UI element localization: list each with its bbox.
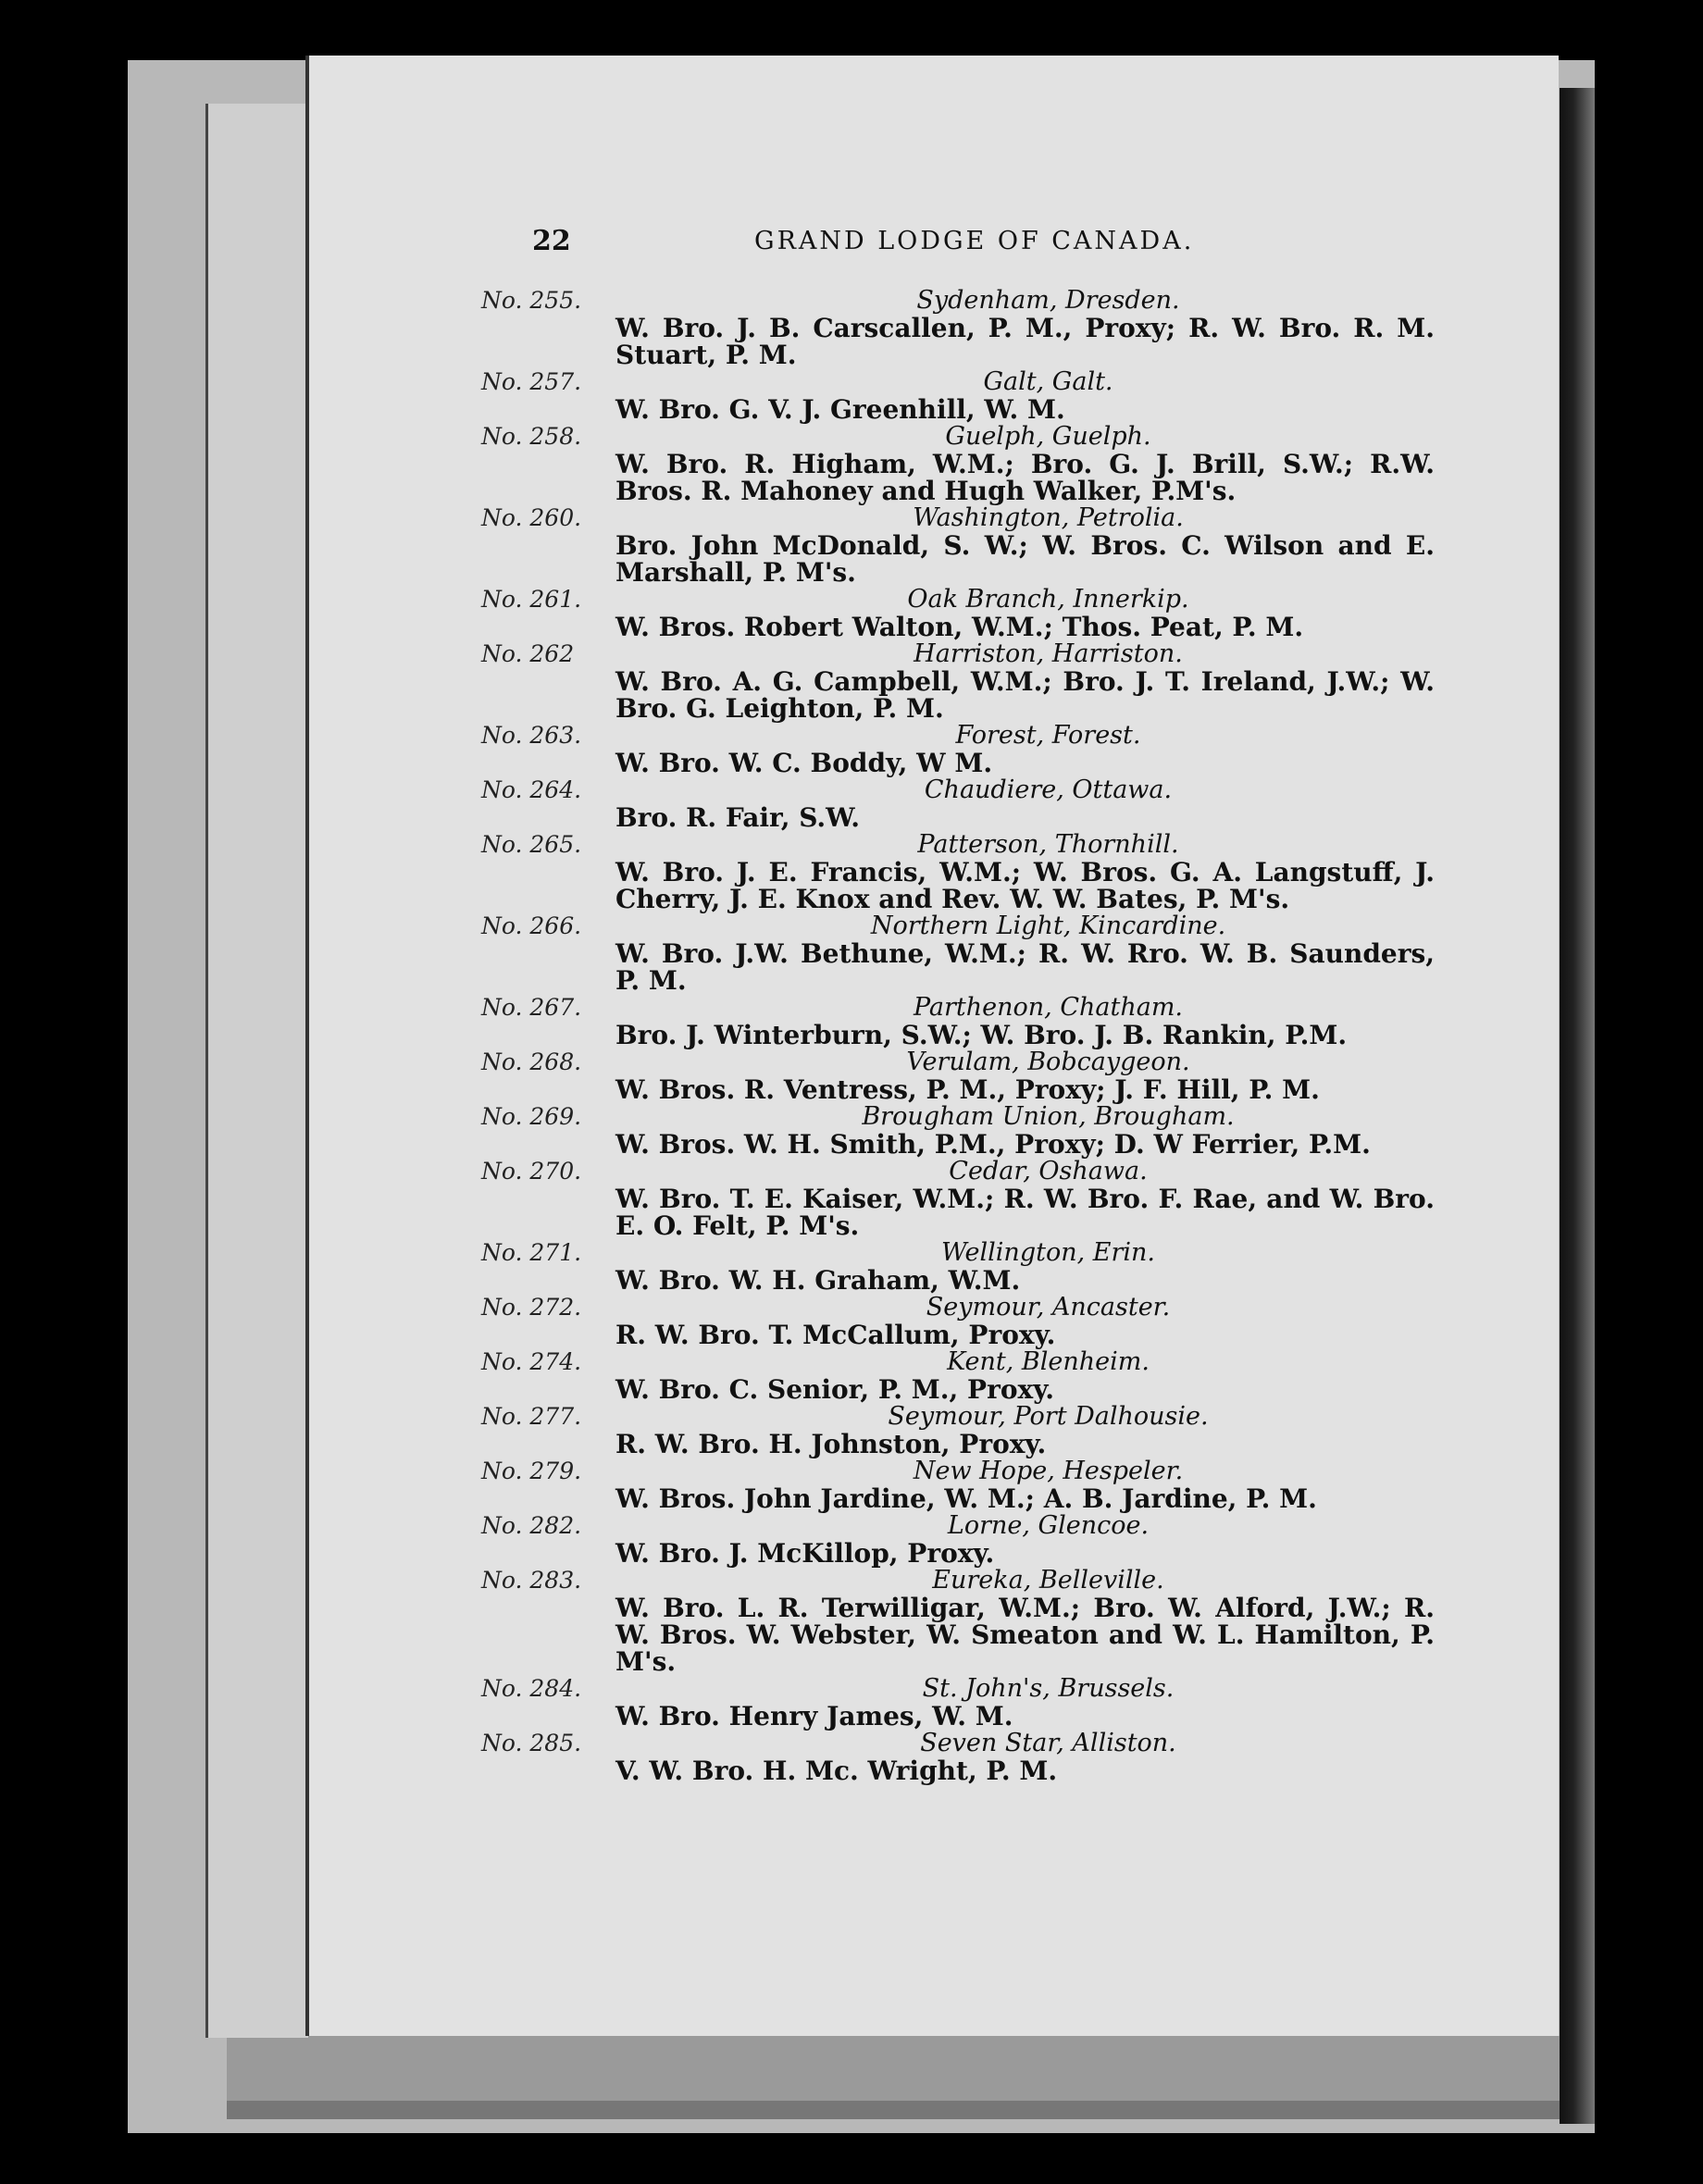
lodge-name: Seven Star, Alliston.: [920, 1729, 1176, 1757]
page-header: [532, 225, 1411, 271]
lodge-number: No. 277.: [481, 1403, 582, 1430]
lodge-number: No. 272.: [481, 1294, 582, 1321]
lodge-name: Sydenham, Dresden.: [916, 286, 1180, 315]
lodge-representatives: W. Bro. J. McKillop, Proxy.: [615, 1538, 995, 1569]
lodge-entry: [481, 994, 1435, 1049]
lodge-name: Chaudiere, Ottawa.: [924, 776, 1173, 804]
lodge-entry: [481, 1403, 1435, 1458]
lodge-representatives: W. Bro. L. R. Terwilligar, W.M.; Bro. W. Alford, J.W.; R. W. Bros. W. Webster, W. Smeaton and W. L. Hamilton, P. M's.: [615, 1593, 1435, 1677]
lodge-representatives: V. W. Bro. H. Mc. Wright, P. M.: [615, 1756, 1058, 1786]
lodge-name: Lorne, Glencoe.: [947, 1511, 1150, 1540]
lodge-number: No. 255.: [481, 287, 582, 314]
lodge-number: No. 267.: [481, 994, 582, 1021]
lodge-entry: [481, 912, 1435, 994]
page-bottom-shadow: [227, 2101, 1595, 2119]
lodge-entry-body: [615, 1566, 1435, 1677]
running-title: GRAND LODGE OF CANADA.: [754, 227, 1195, 255]
lodge-number: No. 262: [481, 640, 575, 667]
lodge-entry-body: [615, 585, 1435, 642]
lodge-entry-body: [615, 639, 1435, 724]
lodge-name: Northern Light, Kincardine.: [870, 912, 1226, 940]
lodge-name: Patterson, Thornhill.: [917, 830, 1179, 859]
page-number: 22: [532, 225, 571, 257]
lodge-representatives: W. Bro. Henry James, W. M.: [615, 1701, 1013, 1731]
lodge-entry: [481, 776, 1435, 831]
lodge-number: No. 261.: [481, 586, 582, 613]
lodge-name: Brougham Union, Brougham.: [862, 1102, 1235, 1131]
lodge-entry: [481, 1730, 1435, 1784]
lodge-name: Forest, Forest.: [955, 721, 1141, 750]
lodge-name: Washington, Petrolia.: [913, 503, 1184, 532]
lodge-number: No. 269.: [481, 1103, 582, 1130]
lodge-name: Parthenon, Chatham.: [913, 993, 1184, 1022]
lodge-entry: [481, 722, 1435, 776]
lodge-representatives: W. Bros. Robert Walton, W.M.; Thos. Peat, P. M.: [615, 612, 1304, 642]
lodge-number: No. 284.: [481, 1675, 582, 1702]
middle-sheet-edge: [205, 104, 308, 2038]
lodge-name: Oak Branch, Innerkip.: [907, 585, 1189, 614]
lodge-entry-body: [615, 776, 1435, 833]
lodge-list: [481, 287, 1435, 1784]
lodge-entry-body: [615, 1157, 1435, 1241]
lodge-entry: [481, 586, 1435, 640]
lodge-representatives: W. Bro. G. V. J. Greenhill, W. M.: [615, 394, 1065, 425]
lodge-representatives: W. Bro. W. C. Boddy, W M.: [615, 748, 993, 778]
lodge-entry: [481, 504, 1435, 586]
lodge-number: No. 263.: [481, 722, 582, 749]
lodge-name: Wellington, Erin.: [941, 1238, 1155, 1267]
lodge-entry-body: [615, 721, 1435, 778]
lodge-name: Verulam, Bobcaygeon.: [906, 1048, 1190, 1076]
lodge-representatives: W. Bros. W. H. Smith, P.M., Proxy; D. W Ferrier, P.M.: [615, 1129, 1371, 1160]
lodge-name: Harriston, Harriston.: [914, 639, 1183, 668]
lodge-representatives: Bro. John McDonald, S. W.; W. Bros. C. Wilson and E. Marshall, P. M's.: [615, 530, 1435, 588]
lodge-number: No. 271.: [481, 1239, 582, 1266]
lodge-representatives: W. Bro. W. H. Graham, W.M.: [615, 1265, 1021, 1296]
lodge-entry-body: [615, 1457, 1435, 1514]
lodge-name: Eureka, Belleville.: [932, 1566, 1164, 1595]
lodge-entry-body: [615, 1048, 1435, 1105]
lodge-entry: [481, 1103, 1435, 1158]
lodge-number: No. 257.: [481, 368, 582, 395]
lodge-number: No. 274.: [481, 1348, 582, 1375]
lodge-entry: [481, 1294, 1435, 1348]
lodge-name: Seymour, Ancaster.: [926, 1293, 1171, 1322]
lodge-entry: [481, 423, 1435, 504]
lodge-number: No. 279.: [481, 1458, 582, 1484]
lodge-entry: [481, 287, 1435, 368]
lodge-representatives: W. Bro. J.W. Bethune, W.M.; R. W. Rro. W. B. Saunders, P. M.: [615, 938, 1435, 996]
lodge-entry: [481, 640, 1435, 722]
lodge-name: Cedar, Oshawa.: [949, 1157, 1148, 1185]
lodge-number: No. 264.: [481, 776, 582, 803]
lodge-entry: [481, 1158, 1435, 1239]
lodge-number: No. 265.: [481, 831, 582, 858]
lodge-entry-body: [615, 1402, 1435, 1459]
lodge-entry: [481, 1512, 1435, 1567]
lodge-entry-body: [615, 286, 1435, 370]
lodge-representatives: W. Bros. R. Ventress, P. M., Proxy; J. F. Hill, P. M.: [615, 1074, 1320, 1105]
lodge-entry-body: [615, 830, 1435, 914]
lodge-entry-body: [615, 422, 1435, 506]
lodge-representatives: W. Bro. C. Senior, P. M., Proxy.: [615, 1374, 1055, 1405]
lodge-number: No. 260.: [481, 504, 582, 531]
lodge-entry-body: [615, 1347, 1435, 1405]
lodge-name: St. John's, Brussels.: [922, 1674, 1175, 1703]
lodge-entry: [481, 1239, 1435, 1294]
lodge-entry-body: [615, 1674, 1435, 1731]
lodge-entry: [481, 1049, 1435, 1103]
lodge-number: No. 268.: [481, 1049, 582, 1075]
lodge-name: Galt, Galt.: [983, 367, 1113, 396]
lodge-entry-body: [615, 1293, 1435, 1350]
lodge-entry-body: [615, 1511, 1435, 1569]
lodge-entry-body: [615, 993, 1435, 1050]
lodge-entry-body: [615, 912, 1435, 996]
lodge-entry: [481, 831, 1435, 912]
lodge-number: No. 258.: [481, 423, 582, 450]
lodge-representatives: R. W. Bro. T. McCallum, Proxy.: [615, 1320, 1056, 1350]
lodge-entry: [481, 1348, 1435, 1403]
lodge-number: No. 270.: [481, 1158, 582, 1185]
lodge-representatives: Bro. J. Winterburn, S.W.; W. Bro. J. B. Rankin, P.M.: [615, 1020, 1348, 1050]
lodge-name: Guelph, Guelph.: [945, 422, 1151, 451]
lodge-entry: [481, 1567, 1435, 1675]
lodge-representatives: W. Bro. T. E. Kaiser, W.M.; R. W. Bro. F. Rae, and W. Bro. E. O. Felt, P. M's.: [615, 1184, 1435, 1241]
lodge-entry: [481, 1458, 1435, 1512]
lodge-representatives: R. W. Bro. H. Johnston, Proxy.: [615, 1429, 1047, 1459]
lodge-number: No. 285.: [481, 1730, 582, 1756]
lodge-entry-body: [615, 503, 1435, 588]
lodge-entry: [481, 368, 1435, 423]
lodge-representatives: W. Bros. John Jardine, W. M.; A. B. Jardine, P. M.: [615, 1483, 1317, 1514]
lodge-name: Kent, Blenheim.: [947, 1347, 1150, 1376]
lodge-representatives: W. Bro. R. Higham, W.M.; Bro. G. J. Brill, S.W.; R.W. Bros. R. Mahoney and Hugh Walker, P.M's.: [615, 449, 1435, 506]
lodge-number: No. 282.: [481, 1512, 582, 1539]
lodge-representatives: W. Bro. J. B. Carscallen, P. M., Proxy; R. W. Bro. R. M. Stuart, P. M.: [615, 313, 1435, 370]
lodge-entry-body: [615, 367, 1435, 425]
lodge-number: No. 283.: [481, 1567, 582, 1594]
lodge-number: No. 266.: [481, 912, 582, 939]
lodge-representatives: W. Bro. A. G. Campbell, W.M.; Bro. J. T. Ireland, J.W.; W. Bro. G. Leighton, P. M.: [615, 666, 1435, 724]
book-gutter-shadow: [1560, 88, 1595, 2124]
lodge-entry-body: [615, 1729, 1435, 1786]
lodge-name: New Hope, Hespeler.: [913, 1457, 1184, 1485]
lodge-entry-body: [615, 1238, 1435, 1296]
lodge-entry-body: [615, 1102, 1435, 1160]
lodge-representatives: Bro. R. Fair, S.W.: [615, 802, 861, 833]
lodge-entry: [481, 1675, 1435, 1730]
lodge-name: Seymour, Port Dalhousie.: [888, 1402, 1209, 1431]
lodge-representatives: W. Bro. J. E. Francis, W.M.; W. Bros. G. A. Langstuff, J. Cherry, J. E. Knox and Rev. W. W. Bates, P. M's.: [615, 857, 1435, 914]
